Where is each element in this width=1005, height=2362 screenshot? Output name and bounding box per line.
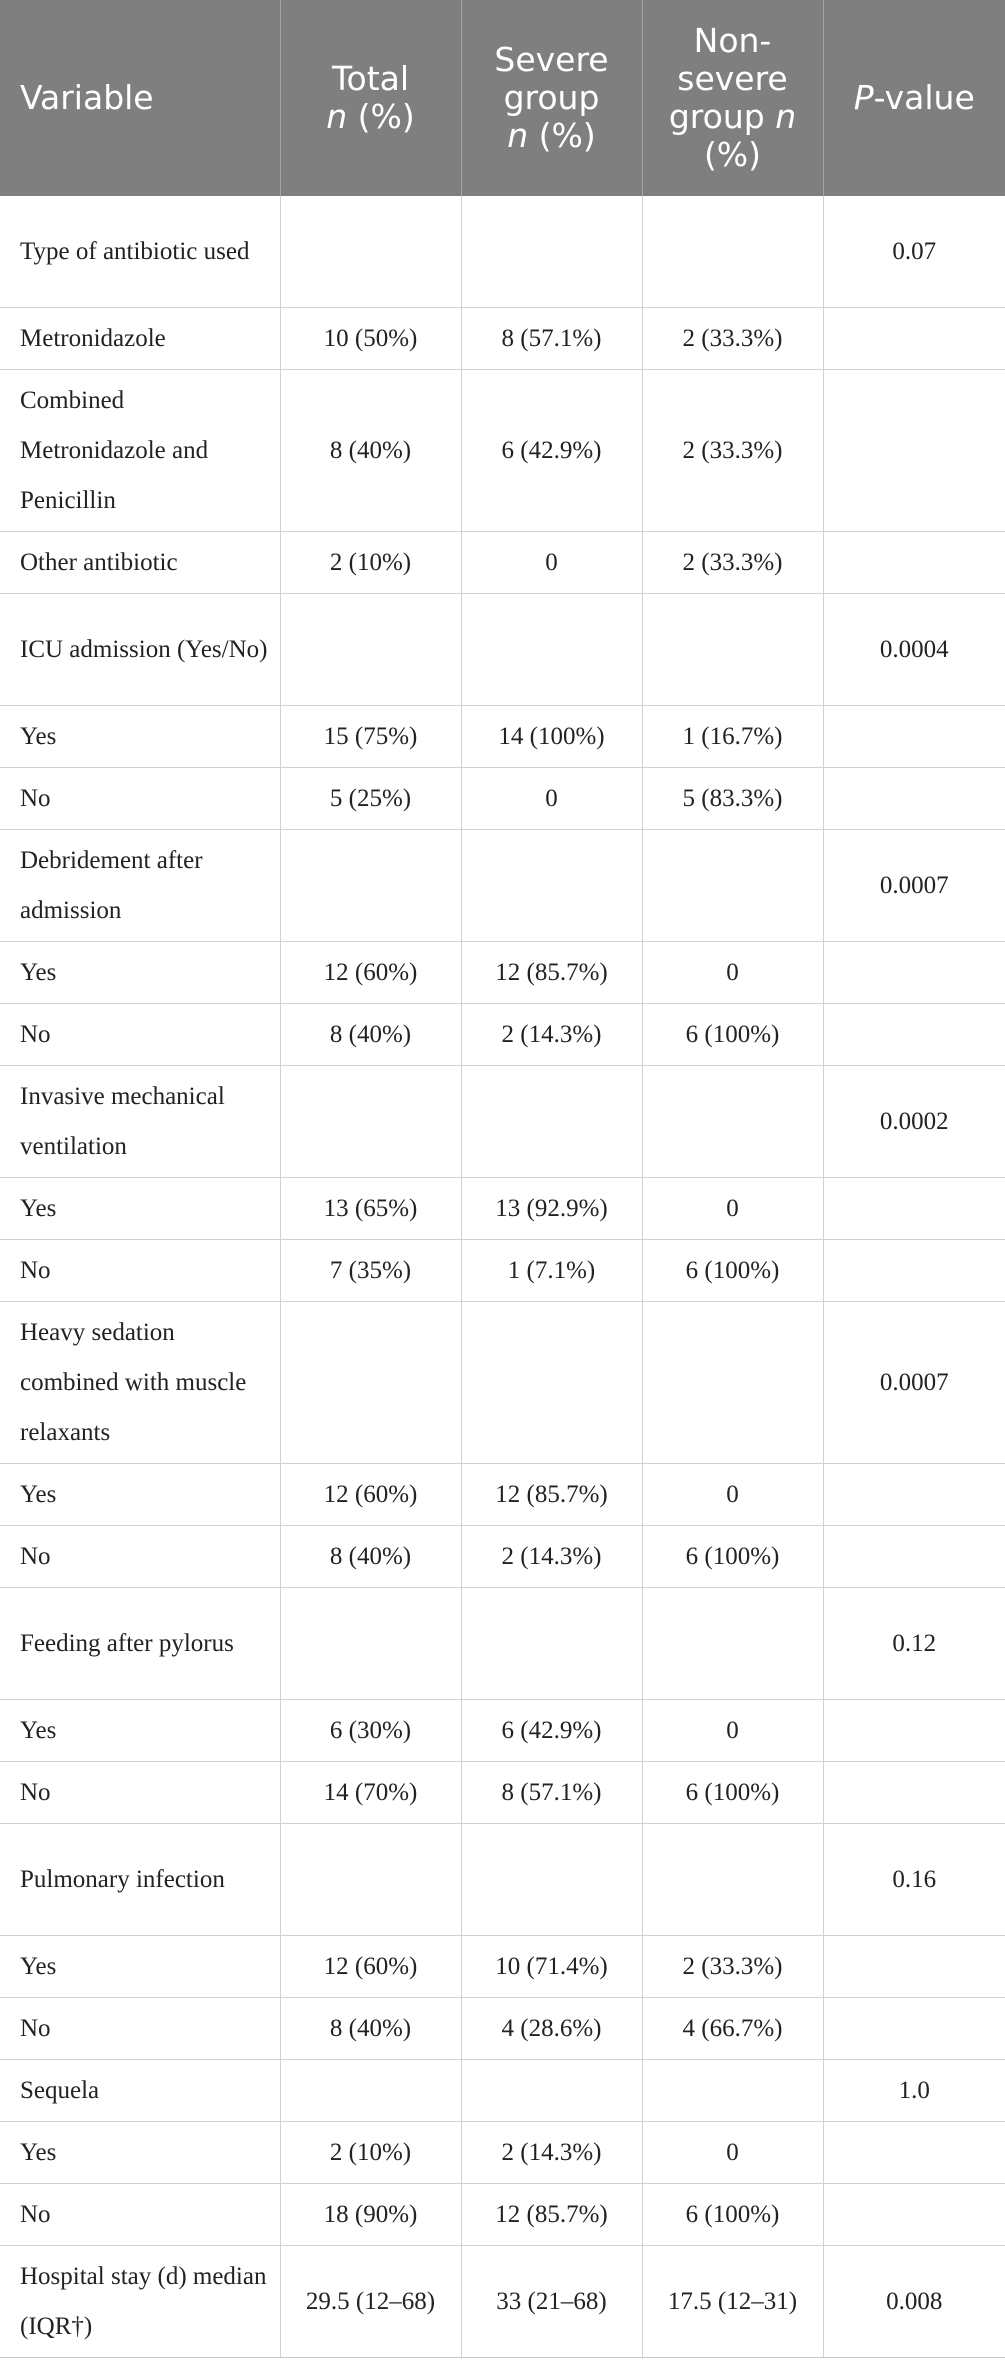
cell-total: 7 (35%): [280, 1240, 461, 1302]
cell-non-severe: 4 (66.7%): [642, 1998, 823, 2060]
cell-variable: Other antibiotic: [0, 532, 280, 594]
table-row: [0, 1588, 1005, 1700]
cell-severe: [461, 196, 642, 308]
cell-total: 2 (10%): [280, 2122, 461, 2184]
cell-p-value: 0.07: [823, 196, 1005, 308]
cell-non-severe: 0: [642, 1464, 823, 1526]
cell-p-value: [823, 706, 1005, 768]
cell-non-severe: [642, 830, 823, 942]
cell-variable: No: [0, 2184, 280, 2246]
cell-non-severe: 2 (33.3%): [642, 308, 823, 370]
cell-p-value: 0.12: [823, 1588, 1005, 1700]
table-row: [0, 942, 1005, 1004]
cell-p-value: [823, 2184, 1005, 2246]
cell-total: 15 (75%): [280, 706, 461, 768]
cell-variable: Invasive mechanical ventilation: [0, 1066, 280, 1178]
cell-severe: 0: [461, 768, 642, 830]
cell-p-value: 0.0004: [823, 594, 1005, 706]
table-row: [0, 2246, 1005, 2358]
table-row: [0, 768, 1005, 830]
cell-non-severe: [642, 1824, 823, 1936]
table-row: [0, 1004, 1005, 1066]
cell-non-severe: 0: [642, 2122, 823, 2184]
table-row: [0, 1998, 1005, 2060]
cell-total: 18 (90%): [280, 2184, 461, 2246]
cell-total: [280, 830, 461, 942]
table-row: [0, 1936, 1005, 1998]
header-total: Total n (%): [280, 0, 461, 196]
cell-total: [280, 196, 461, 308]
cell-severe: 33 (21–68): [461, 2246, 642, 2358]
cell-severe: [461, 830, 642, 942]
cell-p-value: [823, 308, 1005, 370]
cell-non-severe: [642, 1588, 823, 1700]
cell-non-severe: 2 (33.3%): [642, 1936, 823, 1998]
cell-total: 8 (40%): [280, 1526, 461, 1588]
cell-severe: 14 (100%): [461, 706, 642, 768]
table-row: [0, 1700, 1005, 1762]
cell-non-severe: 2 (33.3%): [642, 370, 823, 532]
cell-non-severe: 6 (100%): [642, 1762, 823, 1824]
cell-severe: 2 (14.3%): [461, 1004, 642, 1066]
cell-severe: 10 (71.4%): [461, 1936, 642, 1998]
cell-severe: 0: [461, 532, 642, 594]
cell-non-severe: 17.5 (12–31): [642, 2246, 823, 2358]
cell-non-severe: [642, 594, 823, 706]
cell-p-value: [823, 1526, 1005, 1588]
table-body: [0, 196, 1005, 2358]
cell-variable: Yes: [0, 942, 280, 1004]
cell-total: 8 (40%): [280, 1004, 461, 1066]
cell-total: 10 (50%): [280, 308, 461, 370]
header-severe-group: Severe group n (%): [461, 0, 642, 196]
cell-severe: [461, 2060, 642, 2122]
cell-variable: Pulmonary infection: [0, 1824, 280, 1936]
table-row: [0, 1178, 1005, 1240]
table-row: [0, 1762, 1005, 1824]
table-row: [0, 1526, 1005, 1588]
cell-severe: 6 (42.9%): [461, 370, 642, 532]
table-row: [0, 2060, 1005, 2122]
cell-variable: Type of antibiotic used: [0, 196, 280, 308]
table-row: [0, 2122, 1005, 2184]
cell-p-value: [823, 1998, 1005, 2060]
cell-p-value: 0.0007: [823, 1302, 1005, 1464]
table-row: [0, 594, 1005, 706]
cell-non-severe: 0: [642, 1700, 823, 1762]
cell-non-severe: 6 (100%): [642, 2184, 823, 2246]
table-row: [0, 196, 1005, 308]
cell-total: [280, 1066, 461, 1178]
cell-variable: No: [0, 1526, 280, 1588]
cell-p-value: [823, 1762, 1005, 1824]
cell-variable: No: [0, 1998, 280, 2060]
cell-non-severe: [642, 2060, 823, 2122]
cell-total: [280, 1588, 461, 1700]
cell-severe: 1 (7.1%): [461, 1240, 642, 1302]
header-row: [0, 0, 1005, 196]
cell-p-value: [823, 2122, 1005, 2184]
cell-non-severe: [642, 1066, 823, 1178]
cell-total: 8 (40%): [280, 1998, 461, 2060]
cell-variable: Yes: [0, 706, 280, 768]
cell-severe: [461, 594, 642, 706]
cell-variable: Heavy sedation combined with muscle relaxants: [0, 1302, 280, 1464]
cell-total: 12 (60%): [280, 1464, 461, 1526]
table-row: [0, 706, 1005, 768]
cell-p-value: [823, 1178, 1005, 1240]
cell-p-value: [823, 1464, 1005, 1526]
cell-variable: Yes: [0, 2122, 280, 2184]
cell-p-value: 0.16: [823, 1824, 1005, 1936]
table-row: [0, 308, 1005, 370]
table-row: [0, 830, 1005, 942]
cell-total: 12 (60%): [280, 942, 461, 1004]
cell-variable: No: [0, 1762, 280, 1824]
header-non-severe-group: Non- severe group n (%): [642, 0, 823, 196]
cell-non-severe: [642, 1302, 823, 1464]
cell-p-value: [823, 768, 1005, 830]
cell-severe: 4 (28.6%): [461, 1998, 642, 2060]
cell-total: 12 (60%): [280, 1936, 461, 1998]
cell-severe: [461, 1066, 642, 1178]
cell-p-value: [823, 1004, 1005, 1066]
cell-non-severe: 6 (100%): [642, 1526, 823, 1588]
cell-variable: Yes: [0, 1178, 280, 1240]
cell-total: 6 (30%): [280, 1700, 461, 1762]
cell-total: 13 (65%): [280, 1178, 461, 1240]
cell-variable: No: [0, 1004, 280, 1066]
cell-variable: Sequela: [0, 2060, 280, 2122]
cell-variable: Yes: [0, 1464, 280, 1526]
cell-non-severe: 6 (100%): [642, 1004, 823, 1066]
cell-severe: 12 (85.7%): [461, 942, 642, 1004]
cell-severe: [461, 1302, 642, 1464]
cell-variable: Yes: [0, 1700, 280, 1762]
cell-variable: No: [0, 1240, 280, 1302]
table-row: [0, 1240, 1005, 1302]
header-p-value: P-value: [823, 0, 1005, 196]
table-row: [0, 370, 1005, 532]
cell-non-severe: 5 (83.3%): [642, 768, 823, 830]
cell-severe: 13 (92.9%): [461, 1178, 642, 1240]
header-variable: Variable: [0, 0, 280, 196]
cell-p-value: 1.0: [823, 2060, 1005, 2122]
table-row: [0, 1824, 1005, 1936]
cell-non-severe: 0: [642, 1178, 823, 1240]
cell-variable: ICU admission (Yes/No): [0, 594, 280, 706]
cell-non-severe: 6 (100%): [642, 1240, 823, 1302]
cell-severe: [461, 1588, 642, 1700]
cell-p-value: 0.0002: [823, 1066, 1005, 1178]
cell-total: 14 (70%): [280, 1762, 461, 1824]
cell-severe: 12 (85.7%): [461, 1464, 642, 1526]
table-row: [0, 532, 1005, 594]
table-row: [0, 1302, 1005, 1464]
cell-total: 8 (40%): [280, 370, 461, 532]
cell-variable: Debridement after admission: [0, 830, 280, 942]
cell-variable: No: [0, 768, 280, 830]
cell-total: [280, 1824, 461, 1936]
cell-variable: Yes: [0, 1936, 280, 1998]
cell-total: 29.5 (12–68): [280, 2246, 461, 2358]
table-row: [0, 1464, 1005, 1526]
cell-total: [280, 2060, 461, 2122]
cell-severe: 8 (57.1%): [461, 1762, 642, 1824]
cell-variable: Hospital stay (d) median (IQR†): [0, 2246, 280, 2358]
table-row: [0, 2184, 1005, 2246]
cell-p-value: [823, 370, 1005, 532]
cell-total: 5 (25%): [280, 768, 461, 830]
cell-non-severe: 0: [642, 942, 823, 1004]
cell-non-severe: 2 (33.3%): [642, 532, 823, 594]
cell-variable: Metronidazole: [0, 308, 280, 370]
cell-severe: 12 (85.7%): [461, 2184, 642, 2246]
cell-total: [280, 1302, 461, 1464]
cell-severe: 2 (14.3%): [461, 1526, 642, 1588]
table-row: [0, 1066, 1005, 1178]
cell-non-severe: 1 (16.7%): [642, 706, 823, 768]
cell-p-value: 0.008: [823, 2246, 1005, 2358]
cell-non-severe: [642, 196, 823, 308]
cell-total: [280, 594, 461, 706]
cell-total: 2 (10%): [280, 532, 461, 594]
cell-p-value: [823, 1936, 1005, 1998]
cell-severe: 2 (14.3%): [461, 2122, 642, 2184]
cell-severe: 6 (42.9%): [461, 1700, 642, 1762]
cell-p-value: 0.0007: [823, 830, 1005, 942]
cell-severe: [461, 1824, 642, 1936]
cell-p-value: [823, 942, 1005, 1004]
cell-p-value: [823, 1700, 1005, 1762]
cell-variable: Combined Metronidazole and Penicillin: [0, 370, 280, 532]
cell-severe: 8 (57.1%): [461, 308, 642, 370]
cell-p-value: [823, 532, 1005, 594]
cell-p-value: [823, 1240, 1005, 1302]
cell-variable: Feeding after pylorus: [0, 1588, 280, 1700]
